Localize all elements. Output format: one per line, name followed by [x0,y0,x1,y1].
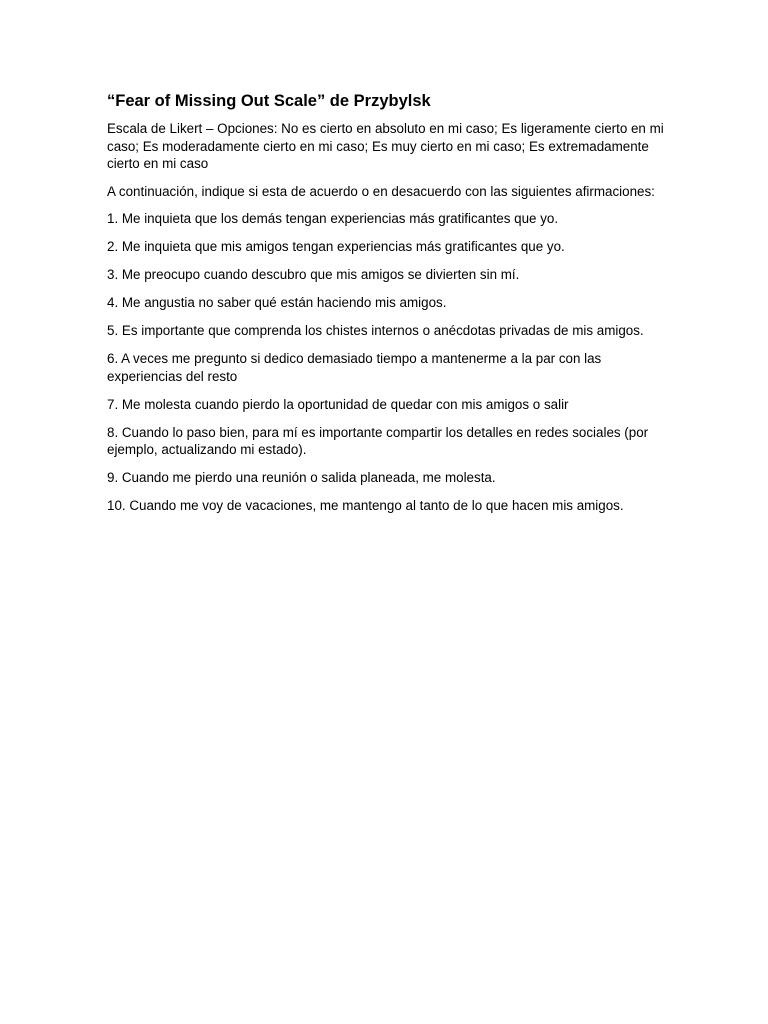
document-page [107,91,677,525]
list-item: 7. Me molesta cuando pierdo la oportunidad de quedar con mis amigos o salir [107,396,569,412]
statement-list [107,210,677,515]
list-item: 3. Me preocupo cuando descubro que mis amigos se divierten sin mí. [107,267,520,282]
list-item: 10. Cuando me voy de vacaciones, me mantengo al tanto de lo que hacen mis amigos. [107,498,624,513]
list-item: 6. A veces me pregunto si dedico demasiado tiempo a mantenerme a la par con las experiencias del resto [107,351,602,384]
list-item: 1. Me inquieta que los demás tengan experiencias más gratificantes que yo. [107,211,559,226]
list-item: 5. Es importante que comprenda los chistes internos o anécdotas privadas de mis amigos. [107,323,644,338]
list-item: 8. Cuando lo paso bien, para mí es importante compartir los detalles en redes sociales (por ejemplo, actualizando mi estado). [107,424,649,457]
list-item: 4. Me angustia no saber qué están haciendo mis amigos. [107,295,447,310]
instructions: A continuación, indique si esta de acuerdo o en desacuerdo con las siguientes afirmaciones: [107,183,655,199]
list-item: 2. Me inquieta que mis amigos tengan experiencias más gratificantes que yo. [107,239,565,254]
document-title: “Fear of Missing Out Scale” de Przybylsk [107,92,431,110]
list-item: 9. Cuando me pierdo una reunión o salida planeada, me molesta. [107,470,496,485]
scale-description: Escala de Likert – Opciones: No es cierto en absoluto en mi caso; Es ligeramente cierto en mi caso; Es moderadamente cierto en mi caso; Es muy cierto en mi caso; Es extremadamente cierto en mi caso [107,121,664,171]
